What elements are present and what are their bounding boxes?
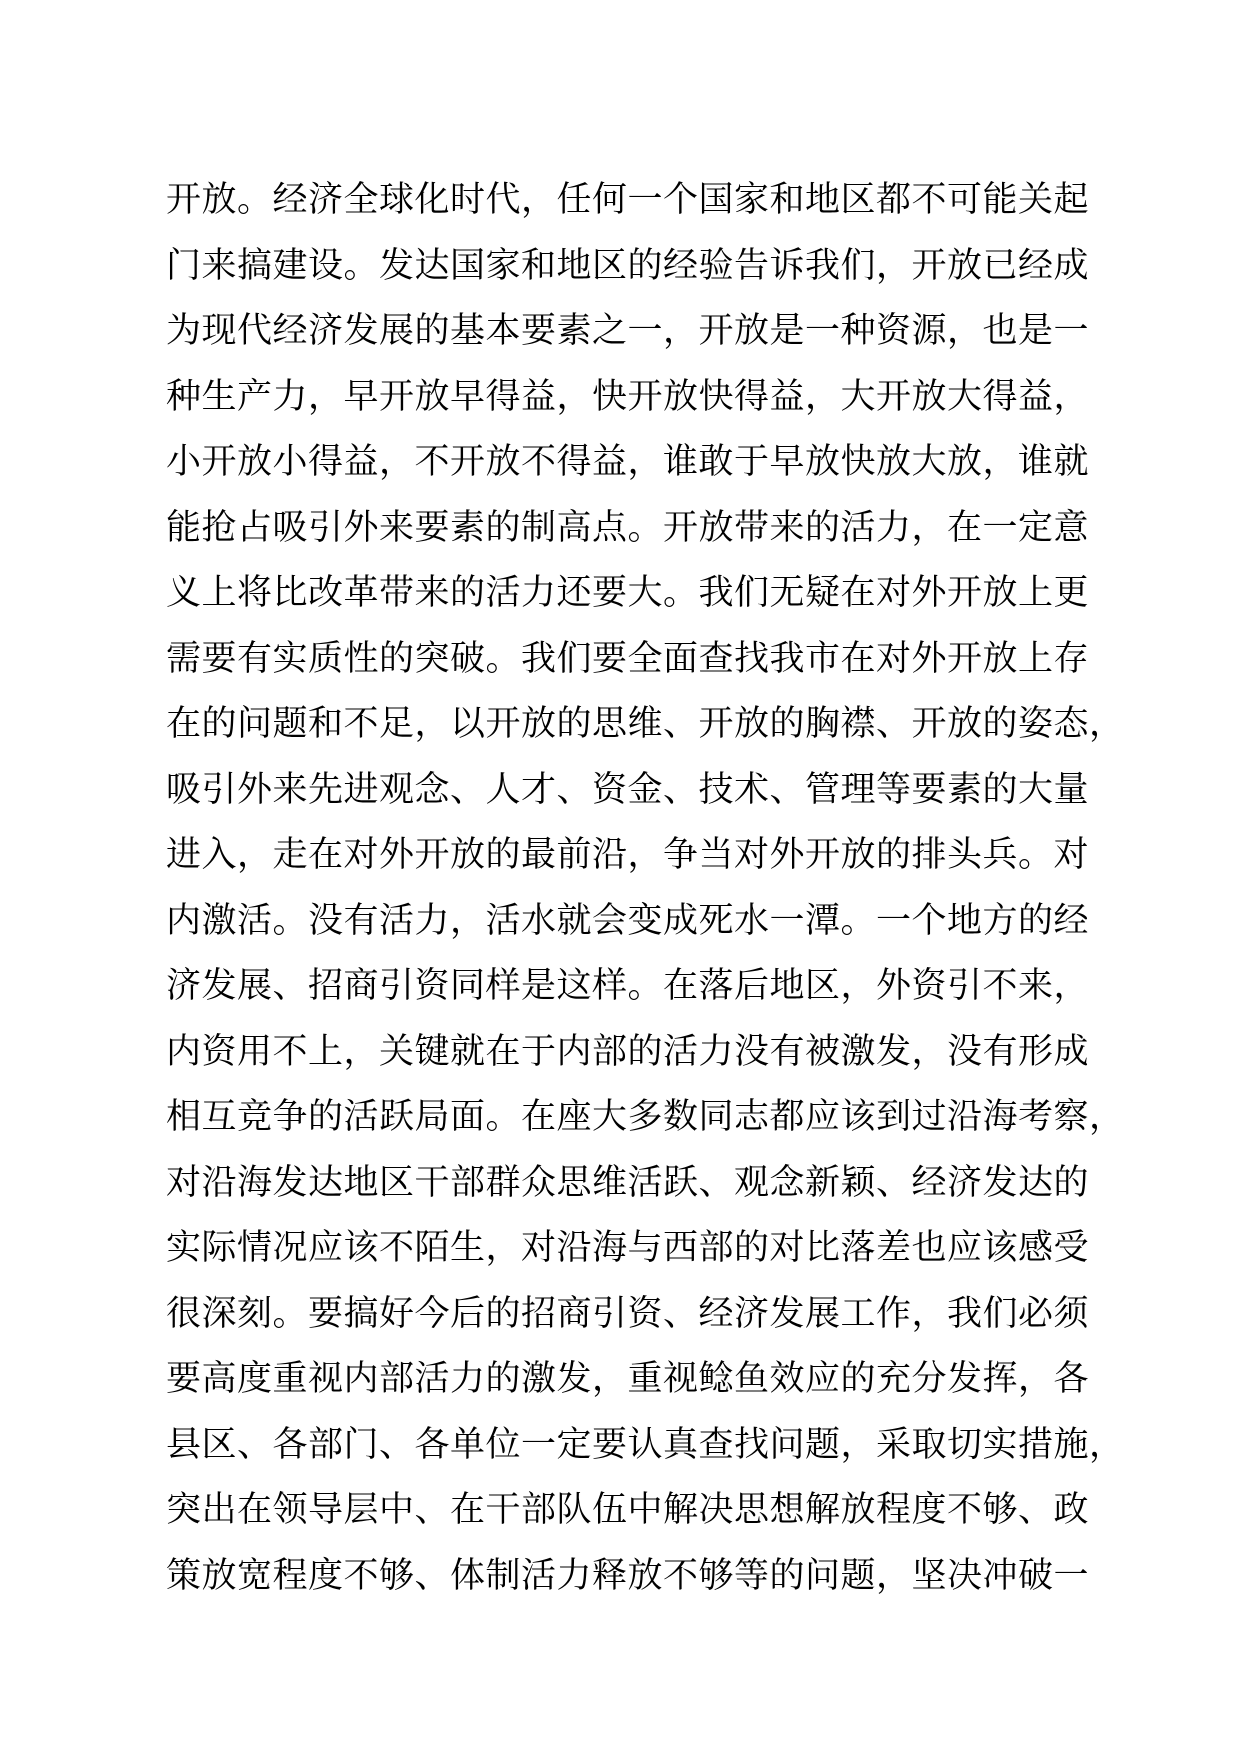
body-text [166,168,1125,1609]
text-line: 突出在领导层中、在干部队伍中解决思想解放程度不够、政 [166,1490,1090,1530]
text-line: 进入，走在对外开放的最前沿，争当对外开放的排头兵。对 [166,835,1090,875]
text-line: 在的问题和不足，以开放的思维、开放的胸襟、开放的姿态， [166,704,1125,744]
text-line: 门来搞建设。发达国家和地区的经验告诉我们，开放已经成 [166,245,1090,286]
text-line: 为现代经济发展的基本要素之一，开放是一种资源，也是一 [166,311,1090,351]
text-line: 相互竞争的活跃局面。在座大多数同志都应该到过沿海考察， [166,1097,1125,1137]
text-line: 种生产力，早开放早得益，快开放快得益，大开放大得益， [166,376,1090,417]
text-line: 很深刻。要搞好今后的招商引资、经济发展工作，我们必须 [166,1293,1090,1334]
text-line: 内资用不上，关键就在于内部的活力没有被激发，没有形成 [166,1031,1090,1072]
text-line: 县区、各部门、各单位一定要认真查找问题，采取切实措施， [166,1424,1125,1465]
text-line: 能抢占吸引外来要素的制高点。开放带来的活力，在一定意 [166,507,1090,548]
text-line: 开放。经济全球化时代，任何一个国家和地区都不可能关起 [166,180,1090,220]
text-line: 策放宽程度不够、体制活力释放不够等的问题，坚决冲破一 [166,1555,1090,1596]
text-line: 义上将比改革带来的活力还要大。我们无疑在对外开放上更 [166,573,1090,613]
text-line: 内激活。没有活力，活水就会变成死水一潭。一个地方的经 [166,900,1090,941]
text-line: 需要有实质性的突破。我们要全面查找我市在对外开放上存 [166,638,1090,679]
text-line: 对沿海发达地区干部群众思维活跃、观念新颖、经济发达的 [166,1162,1090,1203]
text-line: 实际情况应该不陌生，对沿海与西部的对比落差也应该感受 [166,1228,1090,1268]
text-line: 吸引外来先进观念、人才、资金、技术、管理等要素的大量 [166,769,1090,810]
text-line: 要高度重视内部活力的激发，重视鲶鱼效应的充分发挥，各 [166,1359,1090,1399]
text-line: 小开放小得益，不开放不得益，谁敢于早放快放大放，谁就 [166,442,1090,482]
text-line: 济发展、招商引资同样是这样。在落后地区，外资引不来， [166,966,1090,1006]
